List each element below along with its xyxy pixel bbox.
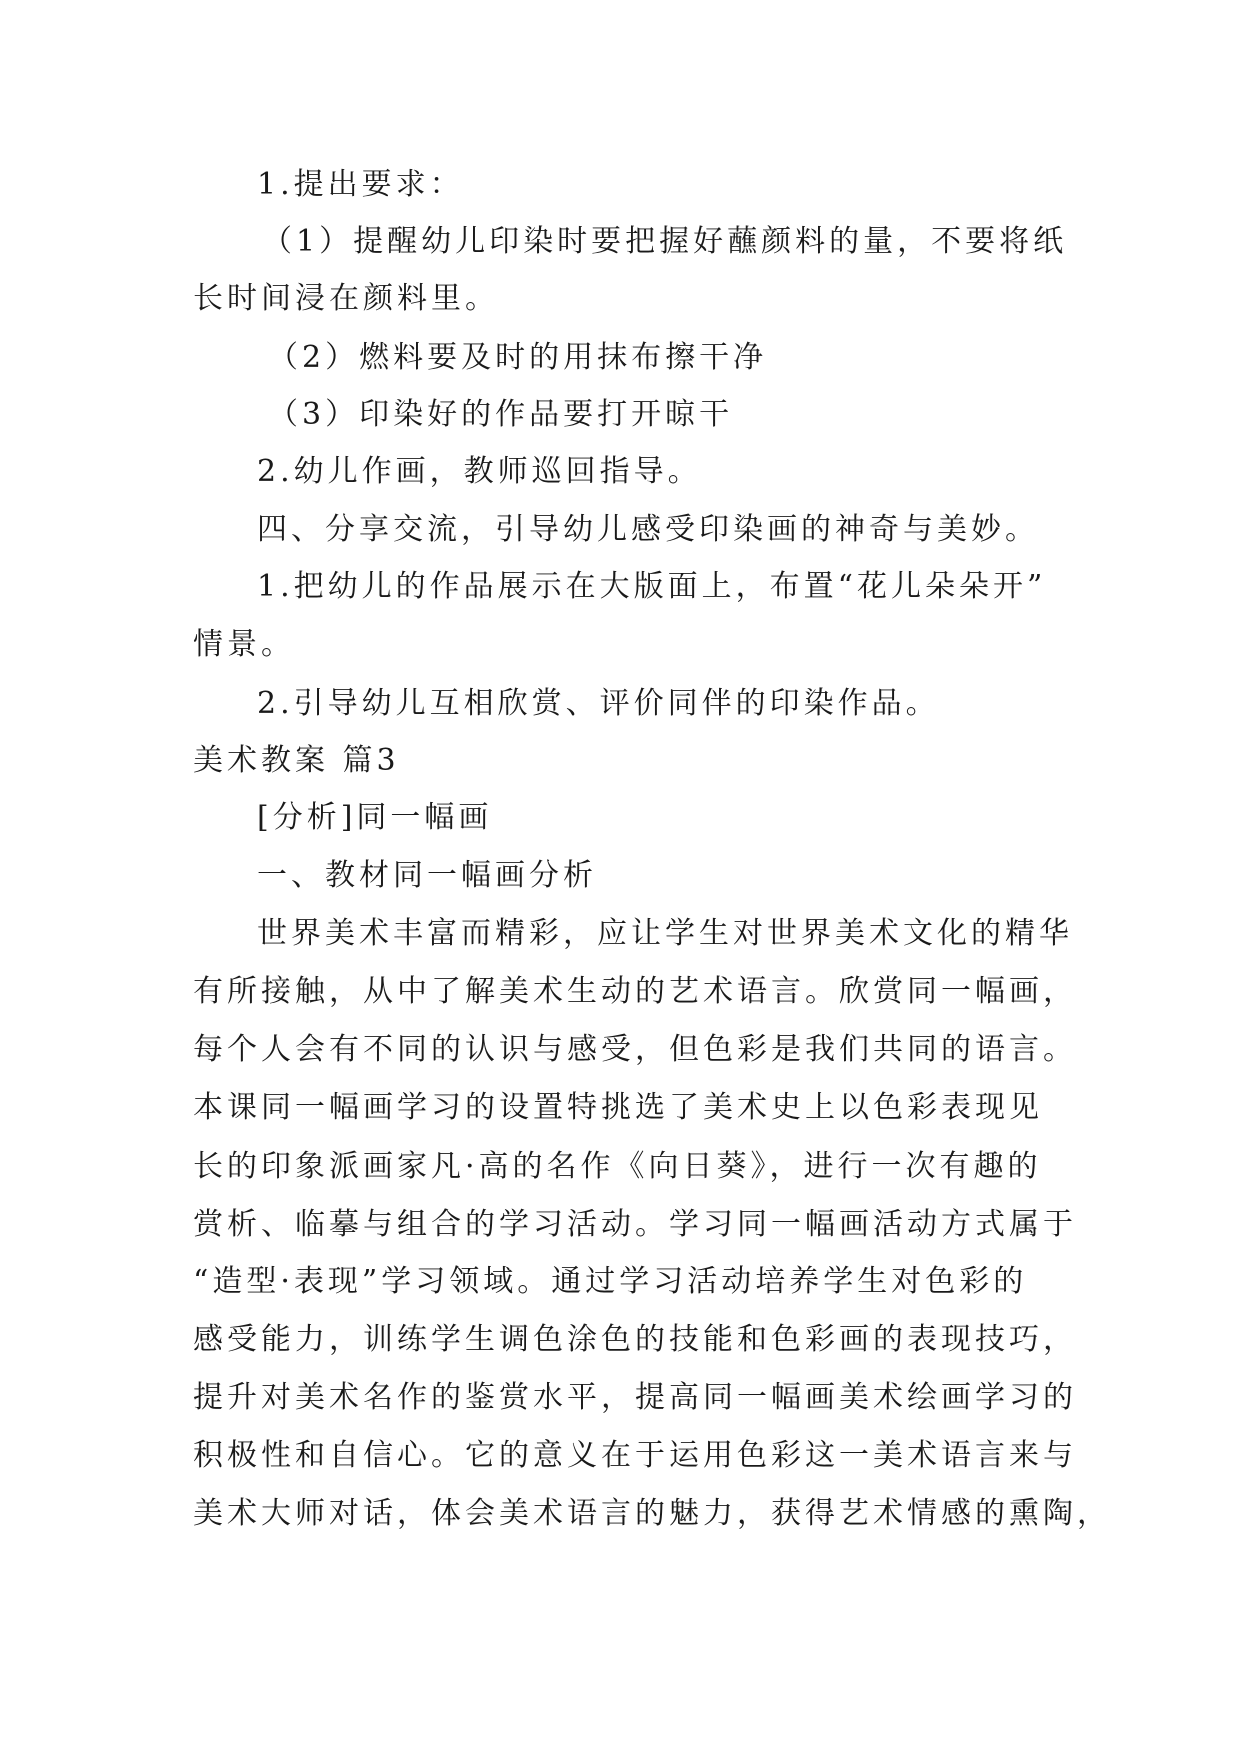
text-line: 长的印象派画家凡·高的名作《向日葵》，进行一次有趣的 <box>193 1149 1042 1184</box>
section-heading: 美术教案 篇3 <box>193 743 400 778</box>
text-line: “造型·表现”学习领域。通过学习活动培养学生对色彩的 <box>193 1264 1028 1299</box>
text-line: 提升对美术名作的鉴赏水平，提高同一幅画美术绘画学习的 <box>193 1380 1077 1415</box>
text-line: 2.幼儿作画，教师巡回指导。 <box>257 454 702 489</box>
text-line: （1）提醒幼儿印染时要把握好蘸颜料的量，不要将纸 <box>262 224 1068 259</box>
text-line: 四、分享交流，引导幼儿感受印染画的神奇与美妙。 <box>257 512 1039 547</box>
text-line: 每个人会有不同的认识与感受，但色彩是我们共同的语言。 <box>193 1032 1077 1067</box>
text-line: 赏析、临摹与组合的学习活动。学习同一幅画活动方式属于 <box>193 1207 1077 1242</box>
text-line: 积极性和自信心。它的意义在于运用色彩这一美术语言来与 <box>193 1438 1077 1473</box>
text-line: 有所接触，从中了解美术生动的艺术语言。欣赏同一幅画， <box>193 974 1077 1009</box>
text-line: 本课同一幅画学习的设置特挑选了美术史上以色彩表现见 <box>193 1090 1043 1125</box>
text-line: （2）燃料要及时的用抹布擦干净 <box>268 340 768 375</box>
text-line: [分析]同一幅画 <box>257 800 493 835</box>
text-line: 1.提出要求： <box>257 167 464 202</box>
text-line: 感受能力，训练学生调色涂色的技能和色彩画的表现技巧， <box>193 1322 1077 1357</box>
text-line: 美术大师对话，体会美术语言的魅力，获得艺术情感的熏陶， <box>193 1496 1111 1531</box>
text-line: （3）印染好的作品要打开晾干 <box>268 397 734 432</box>
text-line: 世界美术丰富而精彩，应让学生对世界美术文化的精华 <box>257 916 1073 951</box>
text-line: 一、教材同一幅画分析 <box>257 858 597 893</box>
text-line: 情景。 <box>193 627 295 662</box>
text-line: 2.引导幼儿互相欣赏、评价同伴的印染作品。 <box>257 686 940 721</box>
text-line: 长时间浸在颜料里。 <box>193 281 499 316</box>
text-line: 1.把幼儿的作品展示在大版面上，布置“花儿朵朵开” <box>257 569 1047 604</box>
